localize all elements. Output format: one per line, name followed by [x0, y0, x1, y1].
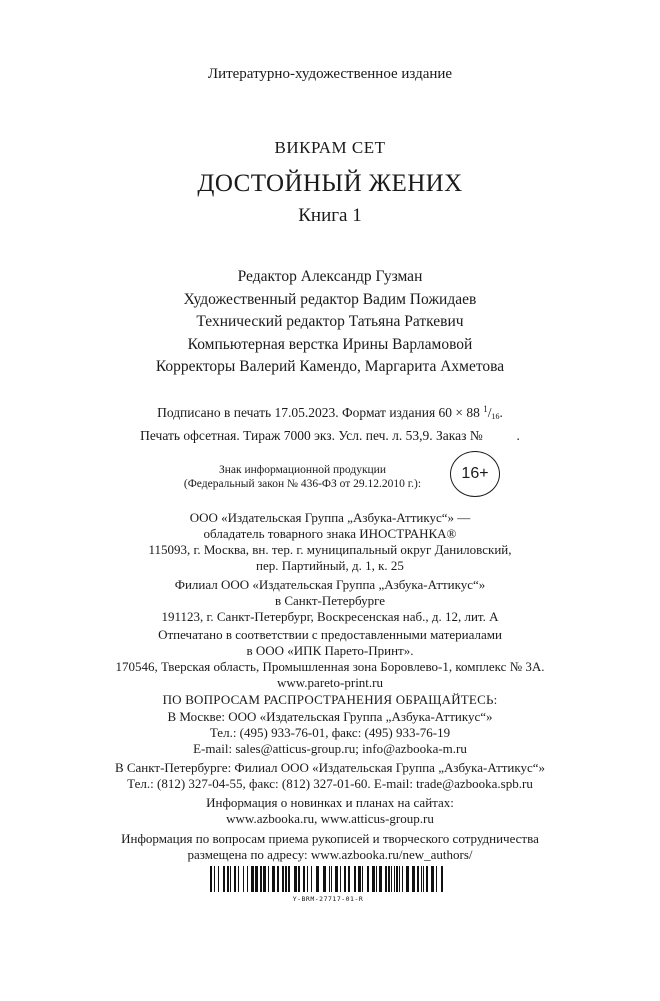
book-number: Книга 1 [298, 205, 362, 226]
barcode-bar [268, 866, 269, 892]
printed-block [0, 627, 660, 691]
barcode-bar [238, 866, 239, 892]
barcode-bar [335, 866, 338, 892]
barcode-bar [288, 866, 290, 892]
distribution-spb-line: Тел.: (812) 327-04-55, факс: (812) 327-01-60. E-mail: trade@azbooka.spb.ru [127, 776, 533, 791]
barcode-bar [367, 866, 369, 892]
barcode-bar [214, 866, 215, 892]
distribution-spb-line: В Санкт-Петербурге: Филиал ООО «Издательская Группа „Азбука-Аттикус“» [114, 760, 546, 775]
barcode-bar [210, 866, 212, 892]
barcode-bar [227, 866, 229, 892]
book-author: ВИКРАМ СЕТ [274, 138, 386, 157]
barcode-bar [394, 866, 395, 892]
distribution-moscow-line: Тел.: (495) 933-76-01, факс: (495) 933-76-19 [209, 725, 451, 740]
barcode-bar [340, 866, 341, 892]
credit-art-editor: Художественный редактор Вадим Пожидаев [183, 290, 477, 308]
barcode-bar [421, 866, 422, 892]
publisher-line: пер. Партийный, д. 1, к. 25 [256, 558, 404, 573]
barcode-bar [362, 866, 363, 892]
print-info-line-2: Печать офсетная. Тираж 7000 экз. Усл. печ. л. 53,9. Заказ № . [140, 428, 520, 443]
barcode-bar [247, 866, 248, 892]
printed-line: Отпечатано в соответствии с предоставленными материалами [158, 627, 502, 642]
credit-tech-editor: Технический редактор Татьяна Раткевич [196, 313, 464, 330]
credit-proofreaders: Корректоры Валерий Камендо, Маргарита Ахметова [155, 358, 505, 375]
barcode-bar [260, 866, 262, 892]
sites-block [0, 795, 660, 827]
sites-line: www.azbooka.ru, www.atticus-group.ru [226, 811, 434, 826]
barcode-bar [399, 866, 400, 892]
barcode-bar [376, 866, 377, 892]
barcode-bar [234, 866, 236, 892]
format-fraction-denominator: 16 [491, 412, 500, 421]
branch-line: Филиал ООО «Издательская Группа „Азбука-Аттикус“» [174, 577, 486, 592]
distribution-block [0, 692, 660, 757]
barcode-bar [423, 866, 424, 892]
barcode-bar [396, 866, 398, 892]
barcode-bar [311, 866, 312, 892]
branch-line: в Санкт-Петербурге [274, 593, 386, 608]
barcode-bar [412, 866, 415, 892]
age-rating-badge: 16+ [450, 451, 500, 497]
barcode-bar [344, 866, 346, 892]
barcode-bar [391, 866, 392, 892]
barcode-bar [263, 866, 266, 892]
publisher-line: 115093, г. Москва, вн. тер. г. муниципальный округ Даниловский, [148, 542, 512, 557]
barcode-bar [218, 866, 219, 892]
barcode-bar [331, 866, 332, 892]
publisher-block [0, 510, 660, 574]
info-mark-line-1: Знак информационной продукции [219, 464, 386, 476]
credits-block [0, 266, 660, 379]
distribution-spb-block [0, 760, 660, 792]
barcode-bar [436, 866, 437, 892]
publisher-line: ООО «Издательская Группа „Азбука-Аттикус“» — [189, 510, 471, 525]
barcode-bar [385, 866, 387, 892]
barcode-bar [230, 866, 231, 892]
barcode-bar [379, 866, 382, 892]
barcode-bar [417, 866, 419, 892]
barcode-bar [277, 866, 279, 892]
branch-line: 191123, г. Санкт-Петербург, Воскресенская наб., д. 12, лит. А [161, 609, 499, 624]
barcode-bar [298, 866, 300, 892]
distribution-moscow-line: E-mail: sales@atticus-group.ru; info@azbooka-m.ru [193, 741, 467, 756]
distribution-heading: ПО ВОПРОСАМ РАСПРОСТРАНЕНИЯ ОБРАЩАЙТЕСЬ: [162, 692, 498, 707]
info-mark-line-2: (Федеральный закон № 436-ФЗ от 29.12.2010 г.): [183, 478, 422, 490]
format-fraction-numerator: 1 [483, 404, 488, 414]
format-fraction-slash: / [487, 405, 492, 420]
credit-layout: Компьютерная верстка Ирины Варламовой [187, 335, 473, 353]
print-info [0, 400, 660, 445]
barcode-bar [307, 866, 308, 892]
barcode-bar [255, 866, 258, 892]
barcode-bar [285, 866, 287, 892]
manuscripts-block [0, 831, 660, 863]
barcode-caption: Y-BRM-27717-01-R [292, 895, 364, 903]
edition-type: Литературно-художественное издание [207, 66, 453, 82]
barcode-bar [282, 866, 284, 892]
manuscripts-line: Информация по вопросам приема рукописей и творческого сотрудничества [121, 831, 539, 846]
book-title: ДОСТОЙНЫЙ ЖЕНИХ [197, 170, 463, 197]
barcode-bar [329, 866, 330, 892]
barcode-bar [372, 866, 375, 892]
barcode-bar [323, 866, 326, 892]
distribution-moscow-line: В Москве: ООО «Издательская Группа „Азбука-Аттикус“» [167, 709, 493, 724]
barcode-bar [303, 866, 305, 892]
barcode-bar [243, 866, 244, 892]
barcode-bar [406, 866, 409, 892]
barcode-bar [431, 866, 434, 892]
publisher-line: обладатель товарного знака ИНОСТРАНКА® [203, 526, 457, 541]
barcode-bar [388, 866, 390, 892]
barcode-bar [426, 866, 428, 892]
barcode-bar [441, 866, 443, 892]
print-info-line-1 [0, 400, 660, 426]
barcode-bar [223, 866, 225, 892]
barcode [210, 866, 446, 892]
sites-line: Информация о новинках и планах на сайтах: [206, 795, 454, 810]
barcode-bar [348, 866, 350, 892]
credit-editor: Редактор Александр Гузман [237, 268, 423, 285]
barcode-bar [294, 866, 297, 892]
printed-line: в ООО «ИПК Парето-Принт». [246, 643, 414, 658]
print-info-format: Подписано в печать 17.05.2023. Формат издания 60 × 88 [157, 405, 484, 420]
barcode-bar [316, 866, 319, 892]
barcode-bar [358, 866, 361, 892]
printed-line: 170546, Тверская область, Промышленная зона Боровлево-1, комплекс № 3А. [115, 659, 545, 674]
barcode-bar [272, 866, 275, 892]
format-period: . [499, 405, 503, 420]
info-product-mark [160, 463, 445, 491]
barcode-bar [354, 866, 356, 892]
manuscripts-line: размещена по адресу: www.azbooka.ru/new_authors/ [187, 847, 473, 862]
printed-line: www.pareto-print.ru [276, 675, 383, 690]
barcode-bar [402, 866, 403, 892]
branch-block [0, 577, 660, 625]
barcode-bar [251, 866, 254, 892]
